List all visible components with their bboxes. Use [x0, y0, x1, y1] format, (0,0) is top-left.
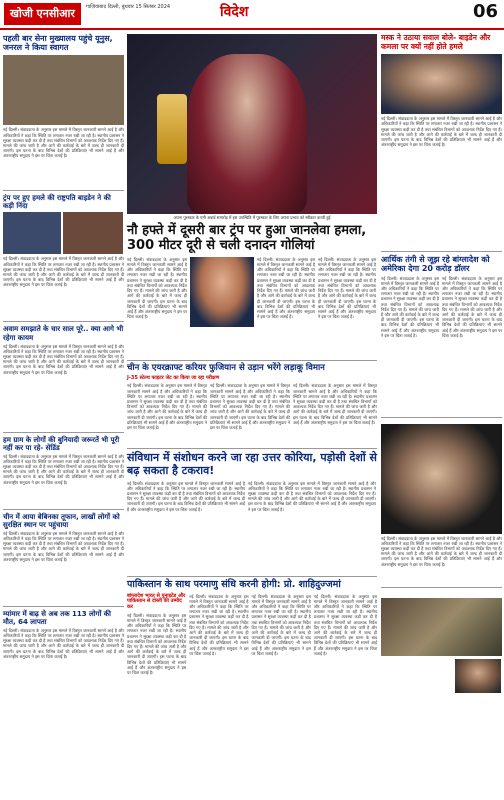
headline-bangladesh-aid: आर्थिक तंगी से जूझ रहे बांग्लादेश को अमेरिका देगा 20 करोड़ डॉलर — [381, 255, 490, 274]
newspaper-logo: खोजी एनसीआर — [4, 3, 81, 25]
headline-musk: मस्क ने उठाया सवाल बोले- बाइडेन और कमला पर क्यों नहीं होते हमले — [381, 33, 491, 51]
divider — [3, 321, 124, 322]
figure-silhouette — [187, 54, 307, 214]
photo-biden — [3, 212, 61, 254]
divider — [127, 360, 377, 361]
photo-caption: अपना पुरस्कार के एमी अवार्ड समारोह में इस उपस्थिति में पुरस्कार के लिए अपना प्रभाव को स्वीकार करती हुई — [173, 215, 331, 220]
lead-story — [127, 257, 377, 357]
headline-china-carrier: चीन के एयरक्राफ्ट करियर फुजियान से उड़ान भरेंगे लड़ाकू विमान — [127, 362, 325, 373]
headline-china-typhoon: चीन में आया बेबिनका तूफान, लाखों लोगों को सुरक्षित स्थान पर पहुंचाया — [3, 512, 120, 529]
article-body: नई दिल्ली। संवाददाता के अनुसार इस मामले में विस्तृत जानकारी सामने आई है और अधिकारियों ने कहा कि स्थिति पर लगातार नजर रखी जा रही है। स्थानीय प्रशासन ने सुरक्षा व्यवस्था कड़ी कर दी है तथा संबंधित विभागों को आवश्यक निर्देश दिए गए हैं। मामले की जांच जारी है और आगे की कार्रवाई के बारे में जल्द ही जानकारी दी जाएगी। इस घटना के बाद विभिन्न देशों की प्रतिक्रियाएं भी सामने आई हैं और अंतरराष्ट्रीय समुदाय ने इस पर चिंता जताई है। — [127, 256, 187, 320]
article-body: नई दिल्ली। संवाददाता के अनुसार इस मामले में विस्तृत जानकारी सामने आई है और अधिकारियों ने कहा कि स्थिति पर लगातार नजर रखी जा रही है। स्थानीय प्रशासन ने सुरक्षा व्यवस्था कड़ी कर दी है तथा संबंधित विभागों को आवश्यक निर्देश दिए गए हैं। मामले की जांच जारी है और आगे की कार्रवाई के बारे में जल्द ही जानकारी दी जाएगी। इस घटना के बाद विभिन्न देशों की प्रतिक्रियाएं भी सामने आई हैं और अंतरराष्ट्रीय समुदाय ने इस पर चिंता जताई है। — [210, 383, 290, 431]
headline-yunus: पहली बार सेना मुख्यालय पहुंचे यूनुस, जनरल ने किया स्वागत — [3, 34, 113, 53]
divider — [381, 251, 502, 252]
photo-musk — [381, 54, 502, 114]
photo-trump-small — [63, 212, 123, 254]
article-body: नई दिल्ली। संवाददाता के अनुसार इस मामले में विस्तृत जानकारी सामने आई है और अधिकारियों ने कहा कि स्थिति पर लगातार नजर रखी जा रही है। स्थानीय प्रशासन ने सुरक्षा व्यवस्था कड़ी कर दी है तथा संबंधित विभागों को आवश्यक निर्देश दिए गए हैं। मामले की जांच जारी है और आगे की कार्रवाई के बारे में जल्द ही जानकारी दी जाएगी। इस घटना के बाद विभिन्न देशों की प्रतिक्रियाएं भी सामने आई हैं और अंतरराष्ट्रीय समुदाय ने इस पर चिंता जताई है। — [189, 593, 249, 656]
article-body: नई दिल्ली। संवाददाता के अनुसार इस मामले में विस्तृत जानकारी सामने आई है और अधिकारियों ने कहा कि स्थिति पर लगातार नजर रखी जा रही है। स्थानीय प्रशासन ने सुरक्षा व्यवस्था कड़ी कर दी है तथा संबंधित विभागों को आवश्यक निर्देश दिए गए हैं। मामले की जांच जारी है और आगे की कार्रवाई के बारे में जल्द ही जानकारी दी जाएगी। इस घटना के बाद विभिन्न देशों की प्रतिक्रियाएं भी सामने आई हैं और अंतरराष्ट्रीय समुदाय ने इस पर चिंता जताई है। — [127, 383, 207, 431]
divider — [127, 576, 377, 577]
photo-kim-jong-un — [381, 424, 502, 534]
china-carrier-story — [127, 364, 377, 446]
headline-biden-condemns: ट्रंप पर हुए हमले की राष्ट्रपति बाइडेन ने की कड़ी निंदा — [3, 194, 111, 211]
article-body: नई दिल्ली। संवाददाता के अनुसार इस मामले में विस्तृत जानकारी सामने आई है और अधिकारियों ने कहा कि स्थिति पर लगातार नजर रखी जा रही है। स्थानीय प्रशासन ने सुरक्षा व्यवस्था कड़ी कर दी है तथा संबंधित विभागों को आवश्यक निर्देश दिए गए हैं। मामले की जांच जारी है और आगे की कार्रवाई के बारे में जल्द ही जानकारी दी जाएगी। इस घटना के बाद विभिन्न देशों की प्रतिक्रियाएं भी सामने आई हैं और अंतरराष्ट्रीय समुदाय ने इस पर चिंता जताई है। — [318, 256, 376, 320]
masthead — [0, 0, 504, 30]
article-body: नई दिल्ली। संवाददाता के अनुसार इस मामले में विस्तृत जानकारी सामने आई है और अधिकारियों ने कहा कि स्थिति पर लगातार नजर रखी जा रही है। स्थानीय प्रशासन ने सुरक्षा व्यवस्था कड़ी कर दी है तथा संबंधित विभागों को आवश्यक निर्देश दिए गए हैं। मामले की जांच जारी है और आगे की कार्रवाई के बारे में जल्द ही जानकारी दी जाएगी। इस घटना के बाद विभिन्न देशों की प्रतिक्रियाएं भी सामने आई हैं और अंतरराष्ट्रीय समुदाय ने इस पर चिंता जताई है। — [3, 256, 124, 288]
photo-trump — [190, 257, 254, 327]
headline-myanmar-flood: म्यांमार में बाढ़ से अब तक 113 लोगों की मौत, 64 लापता — [3, 609, 111, 626]
lead-headline: नौ हफ्ते में दूसरी बार ट्रंप पर हुआ जानलेवा हमला, 300 मीटर दूरी से चली दनादन गोलियां — [127, 223, 367, 253]
right-column — [381, 34, 502, 693]
photo-professor — [455, 659, 501, 693]
left-column — [3, 34, 124, 658]
photo-row — [3, 212, 124, 254]
photo-crowd — [381, 598, 502, 656]
article-body: नई दिल्ली। संवाददाता के अनुसार इस मामले में विस्तृत जानकारी सामने आई है और अधिकारियों ने कहा कि स्थिति पर लगातार नजर रखी जा रही है। स्थानीय प्रशासन ने सुरक्षा व्यवस्था कड़ी कर दी है तथा संबंधित विभागों को आवश्यक निर्देश दिए गए हैं। मामले की जांच जारी है और आगे की कार्रवाई के बारे में जल्द ही जानकारी दी जाएगी। इस घटना के बाद विभिन्न देशों की प्रतिक्रियाएं भी सामने आई हैं और अंतरराष्ट्रीय समुदाय ने इस पर चिंता जताई है। — [381, 116, 502, 148]
article-body: नई दिल्ली। संवाददाता के अनुसार इस मामले में विस्तृत जानकारी सामने आई है और अधिकारियों ने कहा कि स्थिति पर लगातार नजर रखी जा रही है। स्थानीय प्रशासन ने सुरक्षा व्यवस्था कड़ी कर दी है तथा संबंधित विभागों को आवश्यक निर्देश दिए गए हैं। मामले की जांच जारी है और आगे की कार्रवाई के बारे में जल्द ही जानकारी दी जाएगी। इस घटना के बाद विभिन्न देशों की प्रतिक्रियाएं भी सामने आई हैं और अंतरराष्ट्रीय समुदाय ने इस पर चिंता जताई है। — [3, 343, 124, 375]
kicker-j35: J-35 स्टेल्थ फाइटर जेट का किया जा रहा परीक्षण — [127, 374, 220, 381]
trophy-icon — [157, 94, 187, 164]
headline-basic-needs: हम ग्राम के लोगों की बुनियादी जरूरतें भी पूरी नहीं कर पा रहे- सेडिंड — [3, 435, 120, 452]
article-body: नई दिल्ली। संवाददाता के अनुसार इस मामले में विस्तृत जानकारी सामने आई है और अधिकारियों ने कहा कि स्थिति पर लगातार नजर रखी जा रही है। स्थानीय प्रशासन ने सुरक्षा व्यवस्था कड़ी कर दी है तथा संबंधित विभागों को आवश्यक निर्देश दिए गए हैं। मामले की जांच जारी है और आगे की कार्रवाई के बारे में जल्द ही जानकारी दी जाएगी। इस घटना के बाद विभिन्न देशों की प्रतिक्रियाएं भी सामने आई हैं और अंतरराष्ट्रीय समुदाय ने इस पर चिंता जताई है। — [381, 535, 502, 567]
article-body: नई दिल्ली। संवाददाता के अनुसार इस मामले में विस्तृत जानकारी सामने आई है और अधिकारियों ने कहा कि स्थिति पर लगातार नजर रखी जा रही है। स्थानीय प्रशासन ने सुरक्षा व्यवस्था कड़ी कर दी है तथा संबंधित विभागों को आवश्यक निर्देश दिए गए हैं। मामले की जांच जारी है और आगे की कार्रवाई के बारे में जल्द ही जानकारी दी जाएगी। इस घटना के बाद विभिन्न देशों की प्रतिक्रियाएं भी सामने आई हैं और अंतरराष्ट्रीय समुदाय ने इस पर चिंता जताई है। — [251, 593, 311, 656]
page-number: 06 — [472, 1, 498, 22]
article-body: नई दिल्ली। संवाददाता के अनुसार इस मामले में विस्तृत जानकारी सामने आई है और अधिकारियों ने कहा कि स्थिति पर लगातार नजर रखी जा रही है। स्थानीय प्रशासन ने सुरक्षा व्यवस्था कड़ी कर दी है तथा संबंधित विभागों को आवश्यक निर्देश दिए गए हैं। मामले की जांच जारी है और आगे की कार्रवाई के बारे में जल्द ही जानकारी दी जाएगी। इस घटना के बाद विभिन्न देशों की प्रतिक्रियाएं भी सामने आई हैं और अंतरराष्ट्रीय समुदाय ने इस पर चिंता जताई है। — [442, 275, 502, 338]
headline-four-years: अवाम समझाते के चार साल पूरे.. क्या आगे भी रहेगा कायम — [3, 325, 124, 342]
divider — [3, 606, 124, 607]
divider — [381, 587, 502, 588]
article-body: नई दिल्ली। संवाददाता के अनुसार इस मामले में विस्तृत जानकारी सामने आई है और अधिकारियों ने कहा कि स्थिति पर लगातार नजर रखी जा रही है। स्थानीय प्रशासन ने सुरक्षा व्यवस्था कड़ी कर दी है तथा संबंधित विभागों को आवश्यक निर्देश दिए गए हैं। मामले की जांच जारी है और आगे की कार्रवाई के बारे में जल्द ही जानकारी दी जाएगी। इस घटना के बाद विभिन्न देशों की प्रतिक्रियाएं भी सामने आई हैं और अंतरराष्ट्रीय समुदाय ने इस पर चिंता जताई है। — [313, 593, 378, 656]
article-body: नई दिल्ली। संवाददाता के अनुसार इस मामले में विस्तृत जानकारी सामने आई है और अधिकारियों ने कहा कि स्थिति पर लगातार नजर रखी जा रही है। स्थानीय प्रशासन ने सुरक्षा व्यवस्था कड़ी कर दी है तथा संबंधित विभागों को आवश्यक निर्देश दिए गए हैं। मामले की जांच जारी है और आगे की कार्रवाई के बारे में जल्द ही जानकारी दी जाएगी। इस घटना के बाद विभिन्न देशों की प्रतिक्रियाएं भी सामने आई हैं और अंतरराष्ट्रीय समुदाय ने इस पर चिंता जताई है। — [3, 453, 124, 485]
article-body: नई दिल्ली। संवाददाता के अनुसार इस मामले में विस्तृत जानकारी सामने आई है और अधिकारियों ने कहा कि स्थिति पर लगातार नजर रखी जा रही है। स्थानीय प्रशासन ने सुरक्षा व्यवस्था कड़ी कर दी है तथा संबंधित विभागों को आवश्यक निर्देश दिए गए हैं। मामले की जांच जारी है और आगे की कार्रवाई के बारे में जल्द ही जानकारी दी जाएगी। इस घटना के बाद विभिन्न देशों की प्रतिक्रियाएं भी सामने आई हैं और अंतरराष्ट्रीय समुदाय ने इस पर चिंता जताई है। — [3, 627, 124, 659]
article-body: नई दिल्ली। संवाददाता के अनुसार इस मामले में विस्तृत जानकारी सामने आई है और अधिकारियों ने कहा कि स्थिति पर लगातार नजर रखी जा रही है। स्थानीय प्रशासन ने सुरक्षा व्यवस्था कड़ी कर दी है तथा संबंधित विभागों को आवश्यक निर्देश दिए गए हैं। मामले की जांच जारी है और आगे की कार्रवाई के बारे में जल्द ही जानकारी दी जाएगी। इस घटना के बाद विभिन्न देशों की प्रतिक्रियाएं भी सामने आई हैं और अंतरराष्ट्रीय समुदाय ने इस पर चिंता जताई है। — [257, 256, 315, 320]
divider — [3, 190, 124, 191]
photo-army-hq — [3, 55, 124, 125]
headline-pakistan-treaty: पाकिस्तान के साथ परमाणु संधि करनी होगी: प्रो. शाहिदुज्जमां — [127, 578, 341, 590]
headline-north-korea: संविधान में संशोधन करने जा रहा उत्तर कोरिया, पड़ोसी देशों से बढ़ सकता है टकराव! — [127, 451, 377, 478]
photo-emmy-award — [127, 34, 377, 214]
dateline: गाज़ियाबाद दिल्ली, बुधवार 15 सितंबर 2024 — [86, 4, 171, 10]
article-body: नई दिल्ली। संवाददाता के अनुसार इस मामले में विस्तृत जानकारी सामने आई है और अधिकारियों ने कहा कि स्थिति पर लगातार नजर रखी जा रही है। स्थानीय प्रशासन ने सुरक्षा व्यवस्था कड़ी कर दी है तथा संबंधित विभागों को आवश्यक निर्देश दिए गए हैं। मामले की जांच जारी है और आगे की कार्रवाई के बारे में जल्द ही जानकारी दी जाएगी। इस घटना के बाद विभिन्न देशों की प्रतिक्रियाएं भी सामने आई हैं और अंतरराष्ट्रीय समुदाय ने इस पर चिंता जताई है। — [3, 127, 124, 159]
divider — [3, 509, 124, 510]
article-body: नई दिल्ली। संवाददाता के अनुसार इस मामले में विस्तृत जानकारी सामने आई है और अधिकारियों ने कहा कि स्थिति पर लगातार नजर रखी जा रही है। स्थानीय प्रशासन ने सुरक्षा व्यवस्था कड़ी कर दी है तथा संबंधित विभागों को आवश्यक निर्देश दिए गए हैं। मामले की जांच जारी है और आगे की कार्रवाई के बारे में जल्द ही जानकारी दी जाएगी। इस घटना के बाद विभिन्न देशों की प्रतिक्रियाएं भी सामने आई हैं और अंतरराष्ट्रीय समुदाय ने इस पर चिंता जताई है। — [293, 383, 377, 425]
divider — [3, 432, 124, 433]
article-body: नई दिल्ली। संवाददाता के अनुसार इस मामले में विस्तृत जानकारी सामने आई है और अधिकारियों ने कहा कि स्थिति पर लगातार नजर रखी जा रही है। स्थानीय प्रशासन ने सुरक्षा व्यवस्था कड़ी कर दी है तथा संबंधित विभागों को आवश्यक निर्देश दिए गए हैं। मामले की जांच जारी है और आगे की कार्रवाई के बारे में जल्द ही जानकारी दी जाएगी। इस घटना के बाद विभिन्न देशों की प्रतिक्रियाएं भी सामने आई हैं और अंतरराष्ट्रीय समुदाय ने इस पर चिंता जताई है। — [127, 612, 187, 676]
kicker-pakistan: बांग्लादेश भारत से युनाइटेड और पाकिस्तान से दोस्ती की उम्मीद कर — [127, 592, 186, 611]
section-title: विदेश — [220, 4, 249, 20]
divider — [381, 417, 502, 418]
article-body: नई दिल्ली। संवाददाता के अनुसार इस मामले में विस्तृत जानकारी सामने आई है और अधिकारियों ने कहा कि स्थिति पर लगातार नजर रखी जा रही है। स्थानीय प्रशासन ने सुरक्षा व्यवस्था कड़ी कर दी है तथा संबंधित विभागों को आवश्यक निर्देश दिए गए हैं। मामले की जांच जारी है और आगे की कार्रवाई के बारे में जल्द ही जानकारी दी जाएगी। इस घटना के बाद विभिन्न देशों की प्रतिक्रियाएं भी सामने आई हैं और अंतरराष्ट्रीय समुदाय ने इस पर चिंता जताई है। — [3, 530, 124, 562]
divider — [127, 448, 377, 449]
article-body: नई दिल्ली। संवाददाता के अनुसार इस मामले में विस्तृत जानकारी सामने आई है और अधिकारियों ने कहा कि स्थिति पर लगातार नजर रखी जा रही है। स्थानीय प्रशासन ने सुरक्षा व्यवस्था कड़ी कर दी है तथा संबंधित विभागों को आवश्यक निर्देश दिए गए हैं। मामले की जांच जारी है और आगे की कार्रवाई के बारे में जल्द ही जानकारी दी जाएगी। इस घटना के बाद विभिन्न देशों की प्रतिक्रियाएं भी सामने आई हैं और अंतरराष्ट्रीय समुदाय ने इस पर चिंता जताई है। — [381, 275, 439, 338]
article-body: नई दिल्ली। संवाददाता के अनुसार इस मामले में विस्तृत जानकारी सामने आई है और अधिकारियों ने कहा कि स्थिति पर लगातार नजर रखी जा रही है। स्थानीय प्रशासन ने सुरक्षा व्यवस्था कड़ी कर दी है तथा संबंधित विभागों को आवश्यक निर्देश दिए गए हैं। मामले की जांच जारी है और आगे की कार्रवाई के बारे में जल्द ही जानकारी दी जाएगी। इस घटना के बाद विभिन्न देशों की प्रतिक्रियाएं भी सामने आई हैं और अंतरराष्ट्रीय समुदाय ने इस पर चिंता जताई है। — [127, 480, 245, 512]
article-body: नई दिल्ली। संवाददाता के अनुसार इस मामले में विस्तृत जानकारी सामने आई है और अधिकारियों ने कहा कि स्थिति पर लगातार नजर रखी जा रही है। स्थानीय प्रशासन ने सुरक्षा व्यवस्था कड़ी कर दी है तथा संबंधित विभागों को आवश्यक निर्देश दिए गए हैं। मामले की जांच जारी है और आगे की कार्रवाई के बारे में जल्द ही जानकारी दी जाएगी। इस घटना के बाद विभिन्न देशों की प्रतिक्रियाएं भी सामने आई हैं और अंतरराष्ट्रीय समुदाय ने इस पर चिंता जताई है। — [248, 480, 376, 512]
middle-column — [127, 34, 378, 676]
